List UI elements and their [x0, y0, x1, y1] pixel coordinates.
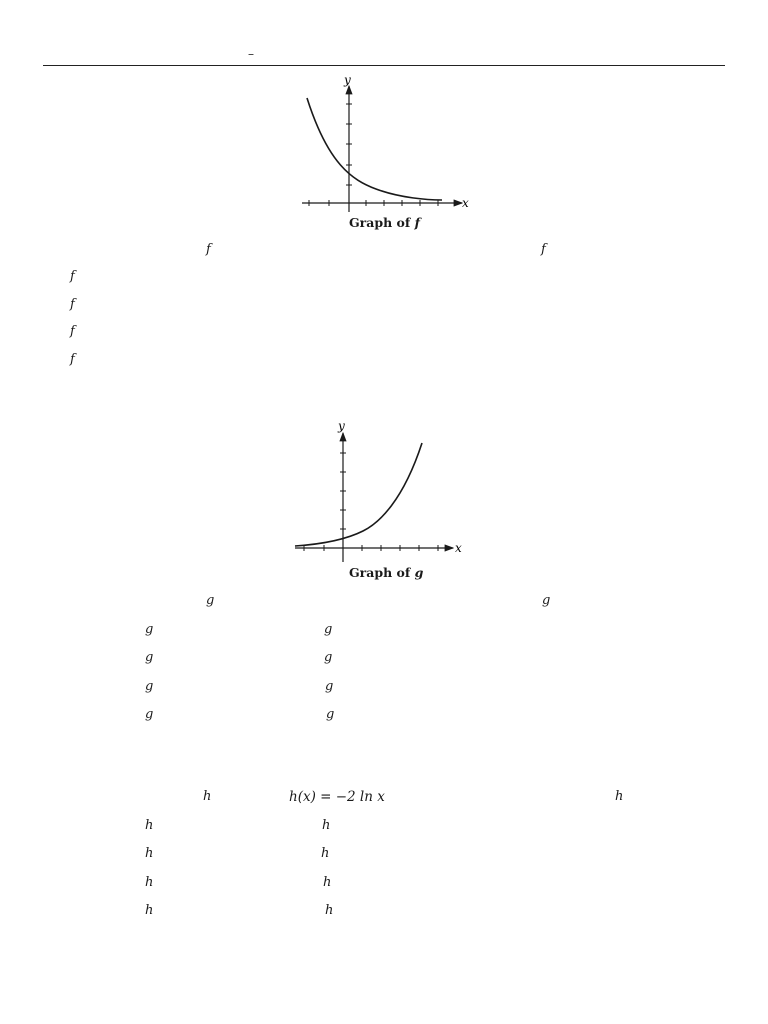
q3-option-b[interactable]: h: [145, 846, 154, 861]
q3-stem-var-left: h: [203, 789, 212, 804]
q1-stem-var-right: f: [541, 242, 546, 257]
graph-g: [285, 417, 475, 562]
q2-stem-var-left: g: [206, 593, 215, 608]
q1-option-b[interactable]: f: [70, 297, 75, 312]
q3-stem-formula: h(x) = −2 ln x: [289, 789, 385, 805]
graph-g-curve: [295, 443, 422, 546]
graph-g-y-label: y: [338, 419, 345, 433]
header-divider: [43, 65, 725, 66]
q2-option-b-var: g: [324, 650, 333, 665]
q2-option-c[interactable]: g: [145, 679, 154, 694]
q1-option-d[interactable]: f: [70, 352, 75, 367]
q2-option-a[interactable]: g: [145, 622, 154, 637]
q1-option-c[interactable]: f: [70, 324, 75, 339]
q3-option-b-var: h: [321, 846, 330, 861]
q2-option-b[interactable]: g: [145, 650, 154, 665]
q3-option-c-var: h: [323, 875, 332, 890]
graph-f-y-label: y: [344, 73, 351, 87]
graph-f-x-label: x: [462, 196, 469, 210]
q3-option-d-var: h: [325, 903, 334, 918]
q3-option-a[interactable]: h: [145, 818, 154, 833]
q3-option-d[interactable]: h: [145, 903, 154, 918]
q2-option-a-var: g: [324, 622, 333, 637]
q3-option-c[interactable]: h: [145, 875, 154, 890]
graph-f: [290, 72, 480, 212]
q1-option-a[interactable]: f: [70, 269, 75, 284]
header-mark: –: [248, 47, 254, 61]
graph-g-x-label: x: [455, 541, 462, 555]
q2-option-d-var: g: [326, 707, 335, 722]
graph-g-caption: Graph of g: [349, 565, 424, 580]
q2-option-d[interactable]: g: [145, 707, 154, 722]
q2-option-c-var: g: [325, 679, 334, 694]
graph-f-caption: Graph of f: [349, 215, 420, 230]
q1-stem-var-left: f: [206, 242, 211, 257]
q2-stem-var-right: g: [542, 593, 551, 608]
q3-stem-var-right: h: [615, 789, 624, 804]
q3-option-a-var: h: [322, 818, 331, 833]
graph-f-curve: [307, 98, 442, 200]
